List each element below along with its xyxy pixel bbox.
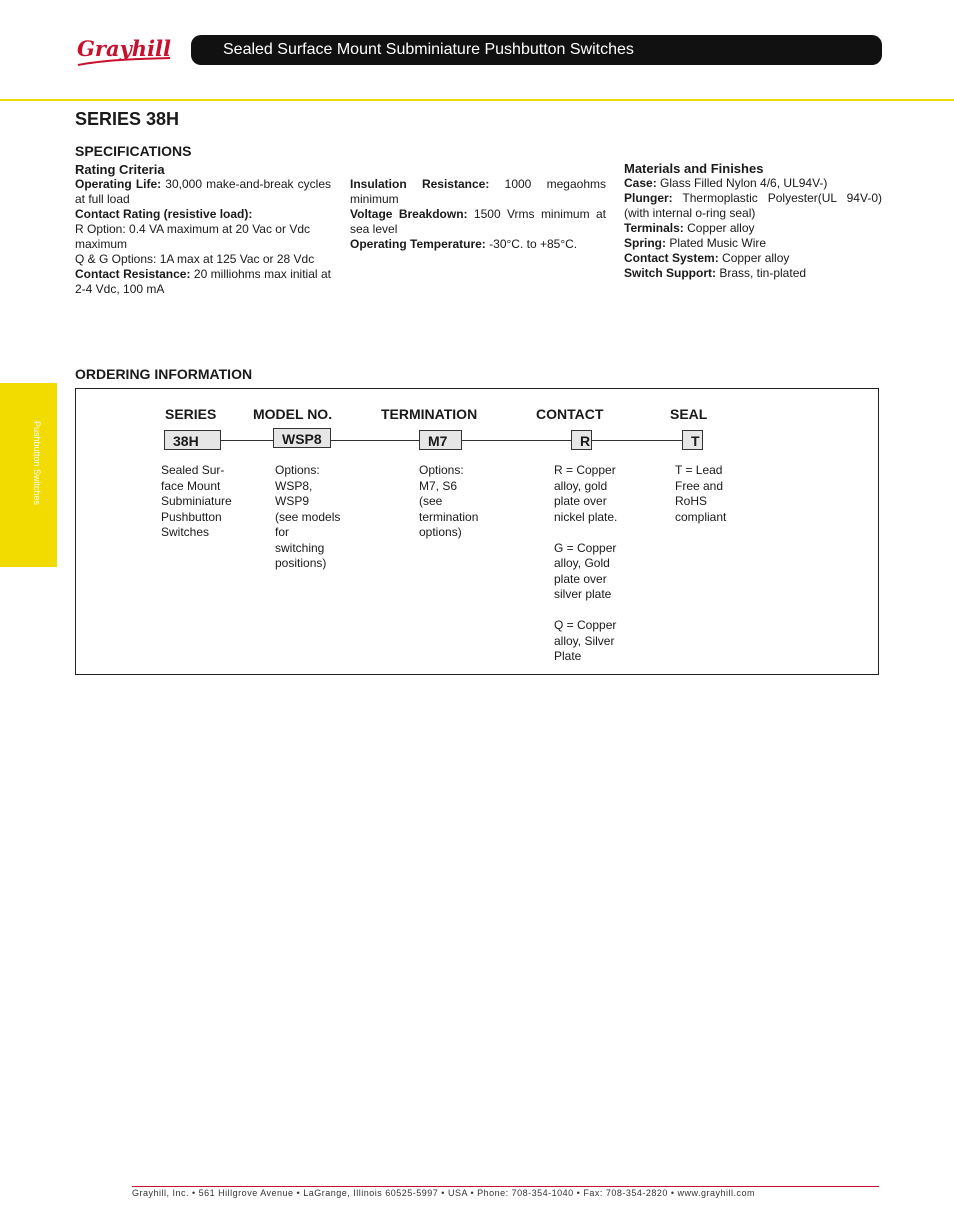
rating-criteria-column [75,162,331,297]
plunger-material: Plunger: Thermoplastic Polyester(UL 94V-0) (with internal o-ring seal) [624,191,882,220]
termination-description: Options: M7, S6 (see termination options) [419,463,479,539]
grayhill-logo [74,34,172,70]
qg-option-rating: Q & G Options: 1A max at 125 Vac or 28 Vdc [75,252,315,266]
termination-code-box: M7 [419,430,462,450]
insulation-resistance: Insulation Resistance: 1000 megaohms minimum [350,177,606,206]
header-bar [191,35,882,65]
seal-code-box: T [682,430,703,450]
series-description: Sealed Sur- face Mount Subminiature Pushbutton Switches [161,463,232,539]
header-divider [0,99,954,101]
series-title: SERIES 38H [75,109,180,129]
model-code-box: WSP8 [273,428,331,448]
operating-temperature: Operating Temperature: -30°C. to +85°C. [350,237,578,251]
side-tab-label: Pushbutton Switches [32,421,42,506]
series-code-box: 38H [164,430,221,450]
connector-line [462,440,571,441]
seal-column-header: SEAL [670,406,708,422]
logo-text: Grayhill [77,36,172,61]
operating-life: Operating Life: 30,000 make-and-break cycles at full load [75,177,332,206]
contact-description: R = Copper alloy, gold plate over nickel plate. G = Copper alloy, Gold plate over silver plate Q = Copper alloy, Silver Plate [554,463,618,663]
footer-divider [132,1186,879,1187]
contact-rating-label: Contact Rating (resistive load): [75,207,253,221]
connector-line [592,440,682,441]
footer-address: Grayhill, Inc. • 561 Hillgrove Avenue • LaGrange, Illinois 60525-5997 • USA • Phone: 708-354-1040 • Fax: 708-354-2820 • www.grayhill.com [132,1188,756,1198]
connector-line [331,440,419,441]
contact-column-header: CONTACT [536,406,604,422]
materials-heading: Materials and Finishes [624,161,764,176]
series-column-header: SERIES [165,406,217,422]
model-column-header: MODEL NO. [253,406,333,422]
ordering-heading: ORDERING INFORMATION [75,366,253,382]
electrical-specs-column [350,177,606,252]
specifications-heading: SPECIFICATIONS [75,143,192,159]
rating-criteria-heading: Rating Criteria [75,162,165,177]
contact-system-material: Contact System: Copper alloy [624,251,790,265]
case-material: Case: Glass Filled Nylon 4/6, UL94V-) [624,176,828,190]
contact-resistance: Contact Resistance: 20 milliohms max initial at 2-4 Vdc, 100 mA [75,267,331,296]
r-option-rating: R Option: 0.4 VA maximum at 20 Vac or Vdc maximum [75,222,310,251]
grayhill-logo-mark [74,34,172,70]
voltage-breakdown: Voltage Breakdown: 1500 Vrms minimum at sea level [350,207,607,236]
spring-material: Spring: Plated Music Wire [624,236,767,250]
connector-line [221,440,273,441]
side-tab [0,383,57,567]
terminals-material: Terminals: Copper alloy [624,221,755,235]
contact-code-box: R [571,430,592,450]
termination-column-header: TERMINATION [381,406,478,422]
switch-support-material: Switch Support: Brass, tin-plated [624,266,807,280]
seal-description: T = Lead Free and RoHS compliant [675,463,727,524]
model-description: Options: WSP8, WSP9 (see models for switching positions) [275,463,341,570]
header-title: Sealed Surface Mount Subminiature Pushbutton Switches [223,41,634,58]
materials-column [624,161,882,281]
